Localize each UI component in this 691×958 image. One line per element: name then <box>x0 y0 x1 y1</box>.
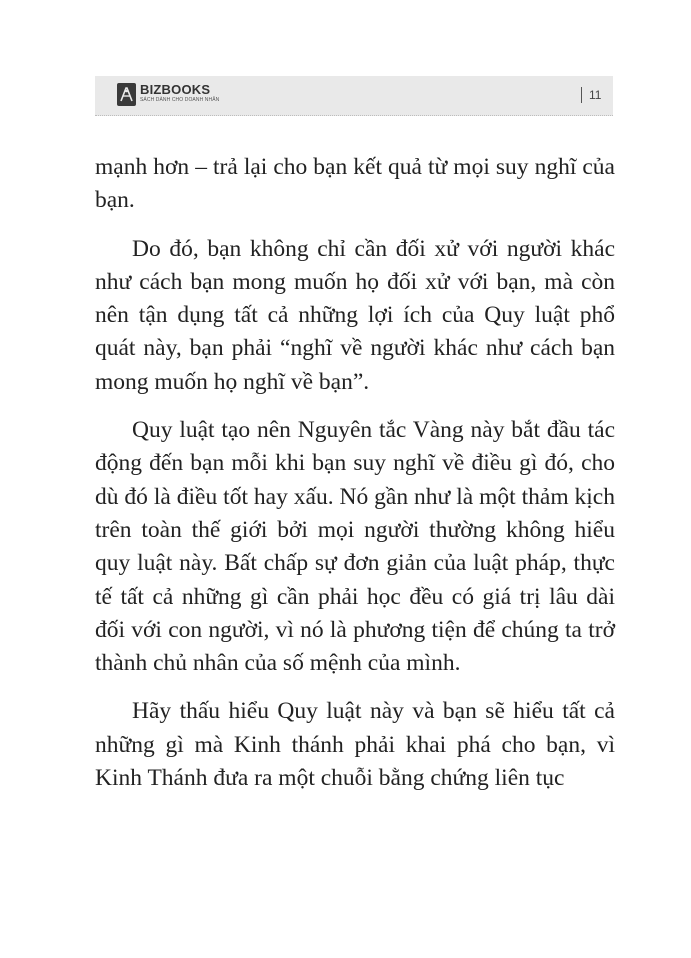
book-logo-icon <box>117 83 136 106</box>
page-number-divider <box>581 87 582 103</box>
logo-brand-text: BIZBOOKS <box>140 82 211 97</box>
paragraph: Quy luật tạo nên Nguyên tắc Vàng này bắt đầu tác động đến bạn mỗi khi bạn suy nghĩ về điều gì đó, cho dù đó là điều tốt hay xấu. Nó gần như là một thảm kịch trên toàn thế giới bởi mọi người thường không hiểu quy luật này. Bất chấp sự đơn giản của luật pháp, thực tế tất cả những gì cần phải học đều có giá trị lâu dài đối với con người, vì nó là phương tiện để chúng ta trở thành chủ nhân của số mệnh của mình. <box>95 417 615 677</box>
logo-tagline: SÁCH DÀNH CHO DOANH NHÂN <box>140 97 220 103</box>
page-body <box>95 151 615 810</box>
page-header <box>95 76 613 116</box>
paragraph-continuation: mạnh hơn – trả lại cho bạn kết quả từ mọi suy nghĩ của bạn. <box>95 154 615 214</box>
paragraph: Hãy thấu hiểu Quy luật này và bạn sẽ hiểu tất cả những gì mà Kinh thánh phải khai phá cho bạn, vì Kinh Thánh đưa ra một chuỗi bằng chứng liên tục <box>95 698 615 792</box>
paragraph: Do đó, bạn không chỉ cần đối xử với người khác như cách bạn mong muốn họ đối xử với bạn, mà còn nên tận dụng tất cả những lợi ích của Quy luật phổ quát này, bạn phải “nghĩ về người khác như cách bạn mong muốn họ nghĩ về bạn”. <box>95 235 615 395</box>
page-number: 11 <box>589 88 602 102</box>
bizbooks-logo <box>117 83 219 106</box>
